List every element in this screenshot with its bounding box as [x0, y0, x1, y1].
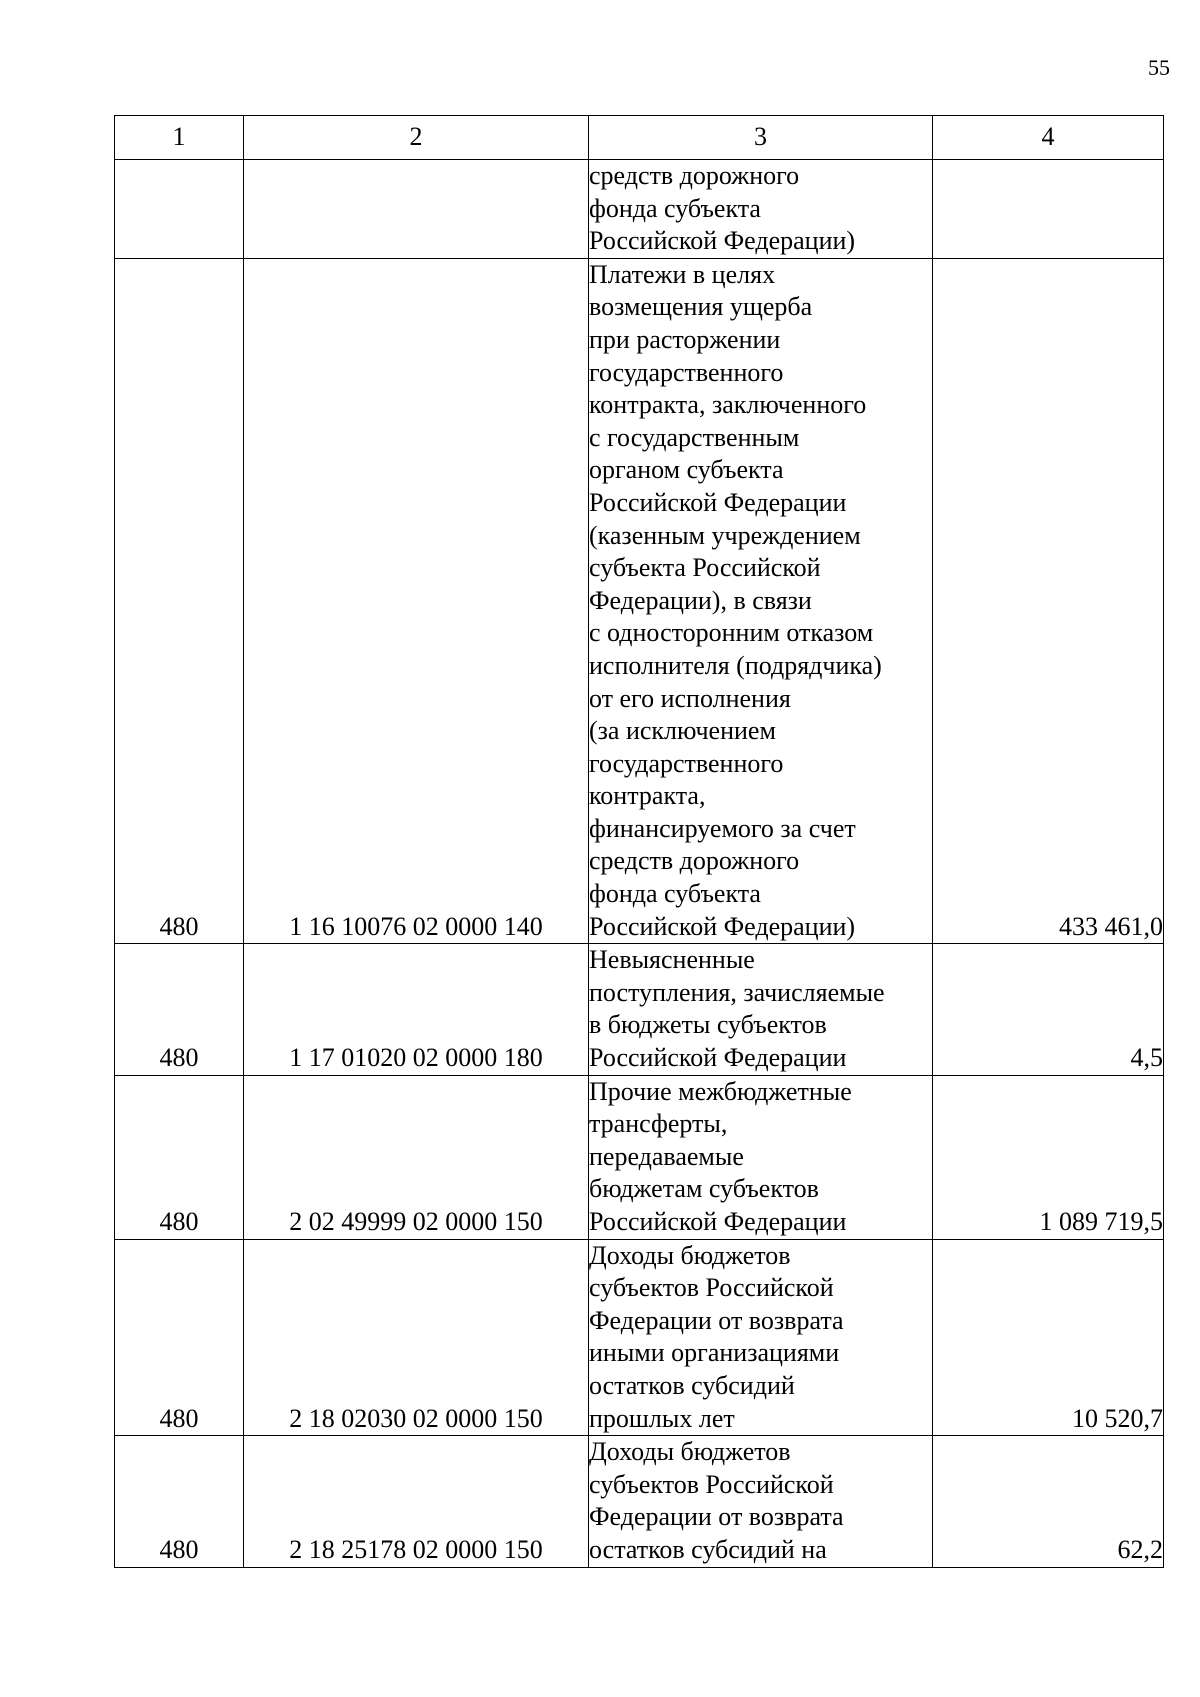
revenue-name-line: от его исполнения [589, 683, 791, 713]
admin-code-cell: 480 [115, 1075, 244, 1239]
admin-code-cell: 480 [115, 944, 244, 1075]
column-header-2: 2 [244, 116, 589, 160]
table-row [115, 1239, 1164, 1436]
revenue-name-line: бюджетам субъектов [589, 1174, 819, 1204]
table-row [115, 1075, 1164, 1239]
classification-code-cell: 1 17 01020 02 0000 180 [244, 944, 589, 1075]
revenue-name-line: Российской Федерации) [589, 911, 856, 941]
admin-code-cell: 480 [115, 258, 244, 943]
revenue-name-line: Невыясненные [589, 945, 755, 975]
amount-cell: 433 461,0 [933, 258, 1164, 943]
revenue-name-line: Российской Федерации [589, 487, 847, 517]
revenue-name-line: контракта, заключенного [589, 390, 867, 420]
revenue-name-cell [589, 258, 933, 943]
amount-cell: 62,2 [933, 1436, 1164, 1567]
revenue-name-line: иными организациями [589, 1338, 840, 1368]
revenue-name-line: остатков субсидий [589, 1370, 795, 1400]
revenue-name-cell [589, 160, 933, 259]
revenue-name-line: при расторжении [589, 324, 781, 354]
revenue-name-line: с односторонним отказом [589, 618, 874, 648]
revenue-name-line: прошлых лет [589, 1403, 735, 1433]
table-row [115, 944, 1164, 1075]
classification-code-cell: 1 16 10076 02 0000 140 [244, 258, 589, 943]
revenue-name-line: поступления, зачисляемые [589, 977, 885, 1007]
table-header-row [115, 116, 1164, 160]
revenue-name-line: (казенным учреждением [589, 520, 861, 550]
revenue-name-line: исполнителя (подрядчика) [589, 650, 882, 680]
amount-cell: 1 089 719,5 [933, 1075, 1164, 1239]
revenue-name-line: финансируемого за счет [589, 813, 856, 843]
revenue-name-line: государственного [589, 357, 784, 387]
revenue-name-line: Прочие межбюджетные [589, 1076, 852, 1106]
admin-code-cell: 480 [115, 1436, 244, 1567]
classification-code-cell: 2 18 02030 02 0000 150 [244, 1239, 589, 1436]
amount-cell: 4,5 [933, 944, 1164, 1075]
revenue-name-line: субъектов Российской [589, 1273, 834, 1303]
revenue-name-line: государственного [589, 748, 784, 778]
revenue-name-cell [589, 1436, 933, 1567]
revenue-name-line: передаваемые [589, 1141, 744, 1171]
budget-revenue-table [114, 115, 1164, 1568]
table-body [115, 160, 1164, 1568]
table-row [115, 160, 1164, 259]
column-header-3: 3 [589, 116, 933, 160]
revenue-name-line: органом субъекта [589, 455, 784, 485]
revenue-name-line: Федерации от возврата [589, 1502, 844, 1532]
revenue-name-line: Федерации от возврата [589, 1305, 844, 1335]
revenue-name-line: в бюджеты субъектов [589, 1010, 827, 1040]
revenue-name-cell [589, 944, 933, 1075]
revenue-name-line: субъекта Российской [589, 553, 821, 583]
page-number: 55 [1148, 55, 1170, 80]
classification-code-cell [244, 160, 589, 259]
revenue-name-line: фонда субъекта [589, 879, 761, 909]
amount-cell: 10 520,7 [933, 1239, 1164, 1436]
classification-code-cell: 2 02 49999 02 0000 150 [244, 1075, 589, 1239]
admin-code-cell: 480 [115, 1239, 244, 1436]
revenue-name-line: Российской Федерации [589, 1207, 847, 1236]
revenue-name-line: Российской Федерации) [589, 226, 856, 256]
revenue-name-line: Федерации), в связи [589, 585, 812, 615]
revenue-name-line: Российской Федерации [589, 1043, 847, 1073]
admin-code-cell [115, 160, 244, 259]
revenue-name-line: Платежи в целях [589, 259, 776, 289]
classification-code-cell: 2 18 25178 02 0000 150 [244, 1436, 589, 1567]
revenue-name-line: трансферты, [589, 1109, 728, 1139]
revenue-name-line: (за исключением [589, 716, 776, 746]
revenue-name-line: средств дорожного [589, 161, 800, 190]
column-header-4: 4 [933, 116, 1164, 160]
table-row [115, 258, 1164, 943]
revenue-name-line: остатков субсидий на [589, 1534, 827, 1564]
amount-cell [933, 160, 1164, 259]
table-row [115, 1436, 1164, 1567]
revenue-name-line: Доходы бюджетов [589, 1240, 791, 1270]
revenue-name-line: Доходы бюджетов [589, 1437, 791, 1467]
revenue-name-line: возмещения ущерба [589, 292, 813, 322]
revenue-name-line: субъектов Российской [589, 1469, 834, 1499]
revenue-name-line: контракта, [589, 781, 706, 811]
revenue-name-line: средств дорожного [589, 846, 800, 876]
column-header-1: 1 [115, 116, 244, 160]
revenue-name-cell [589, 1239, 933, 1436]
revenue-name-line: с государственным [589, 422, 800, 452]
revenue-name-line: фонда субъекта [589, 193, 761, 223]
revenue-name-cell [589, 1075, 933, 1239]
